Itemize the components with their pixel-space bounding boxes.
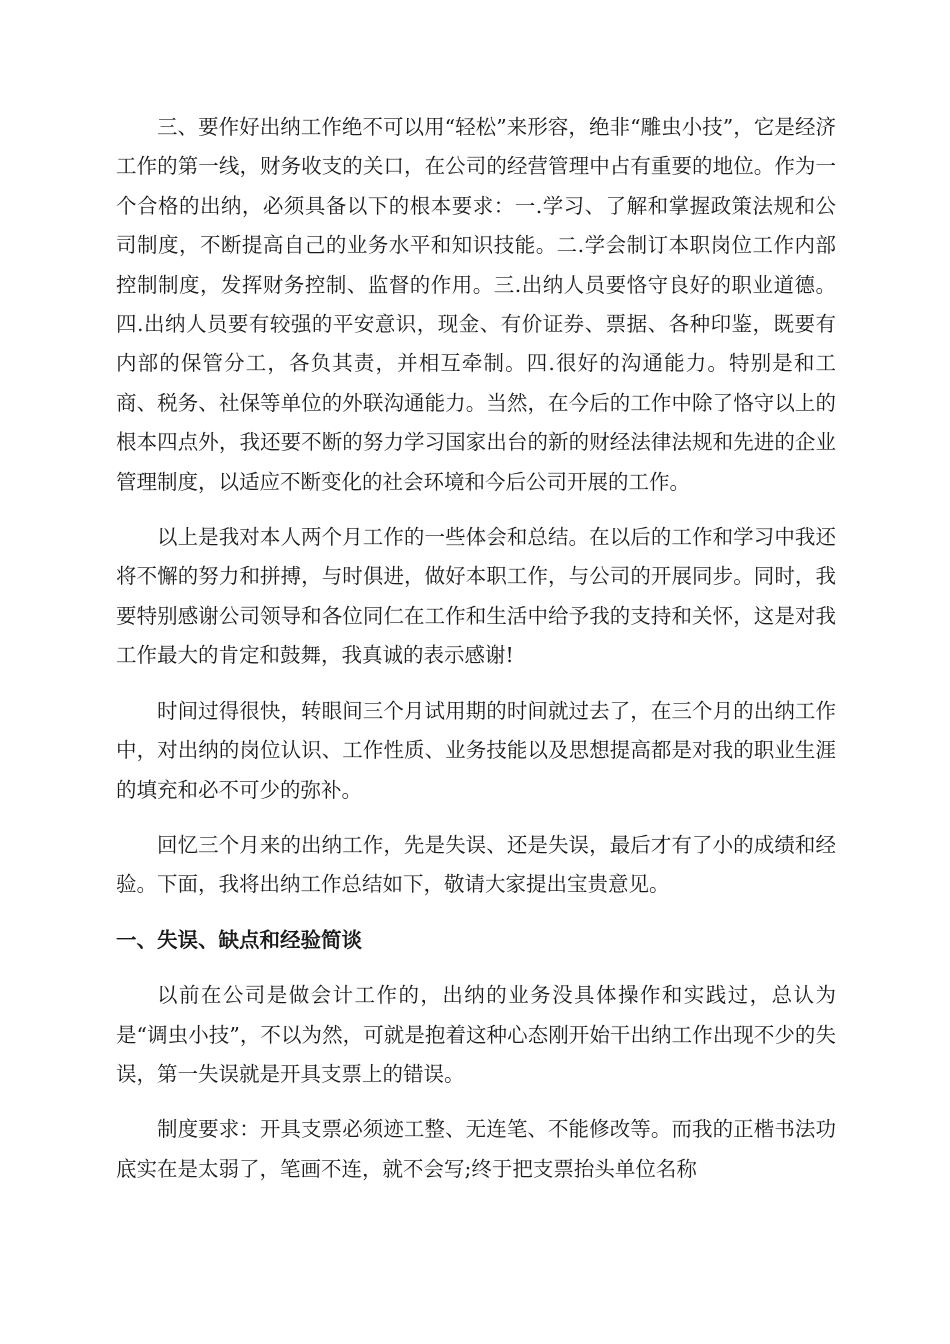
paragraph: 制度要求：开具支票必须迹工整、无连笔、不能修改等。而我的正楷书法功底实在是太弱了，笔画不连，就不会写;终于把支票抬头单位名称 — [116, 1117, 836, 1181]
document-body — [116, 108, 836, 1205]
paragraph: 三、要作好出纳工作绝不可以用“轻松”来形容，绝非“雕虫小技”，它是经济工作的第一线，财务收支的关口，在公司的经营管理中占有重要的地位。作为一个合格的出纳，必须具备以下的根本要求：一.学习、了解和掌握政策法规和公司制度，不断提高自己的业务水平和知识技能。二.学会制订本职岗位工作内部控制制度，发挥财务控制、监督的作用。三.出纳人员要恪守良好的职业道德。四.出纳人员要有较强的平安意识，现金、有价证券、票据、各种印鉴，既要有内部的保管分工，各负其责，并相互牵制。四.很好的沟通能力。特别是和工商、税务、社保等单位的外联沟通能力。当然，在今后的工作中除了恪守以上的根本四点外，我还要不断的努力学习国家出台的新的财经法律法规和先进的企业管理制度，以适应不断变化的社会环境和今后公司开展的工作。 — [116, 115, 836, 494]
section-heading: 一、失误、缺点和经验简谈 — [116, 927, 362, 952]
paragraph: 以上是我对本人两个月工作的一些体会和总结。在以后的工作和学习中我还将不懈的努力和拼搏，与时俱进，做好本职工作，与公司的开展同步。同时，我要特别感谢公司领导和各位同仁在工作和生活中给予我的支持和关怀，这是对我工作最大的肯定和鼓舞，我真诚的表示感谢! — [116, 525, 836, 668]
paragraph: 时间过得很快，转眼间三个月试用期的时间就过去了，在三个月的出纳工作中，对出纳的岗位认识、工作性质、业务技能以及思想提高都是对我的职业生涯的填充和必不可少的弥补。 — [116, 698, 836, 802]
paragraph: 回忆三个月来的出纳工作，先是失误、还是失误，最后才有了小的成绩和经验。下面，我将出纳工作总结如下，敬请大家提出宝贵意见。 — [116, 832, 836, 897]
paragraph: 以前在公司是做会计工作的，出纳的业务没具体操作和实践过，总认为是“调虫小技”，不以为然，可就是抱着这种心态刚开始干出纳工作出现不少的失误，第一失误就是开具支票上的错误。 — [116, 983, 836, 1086]
